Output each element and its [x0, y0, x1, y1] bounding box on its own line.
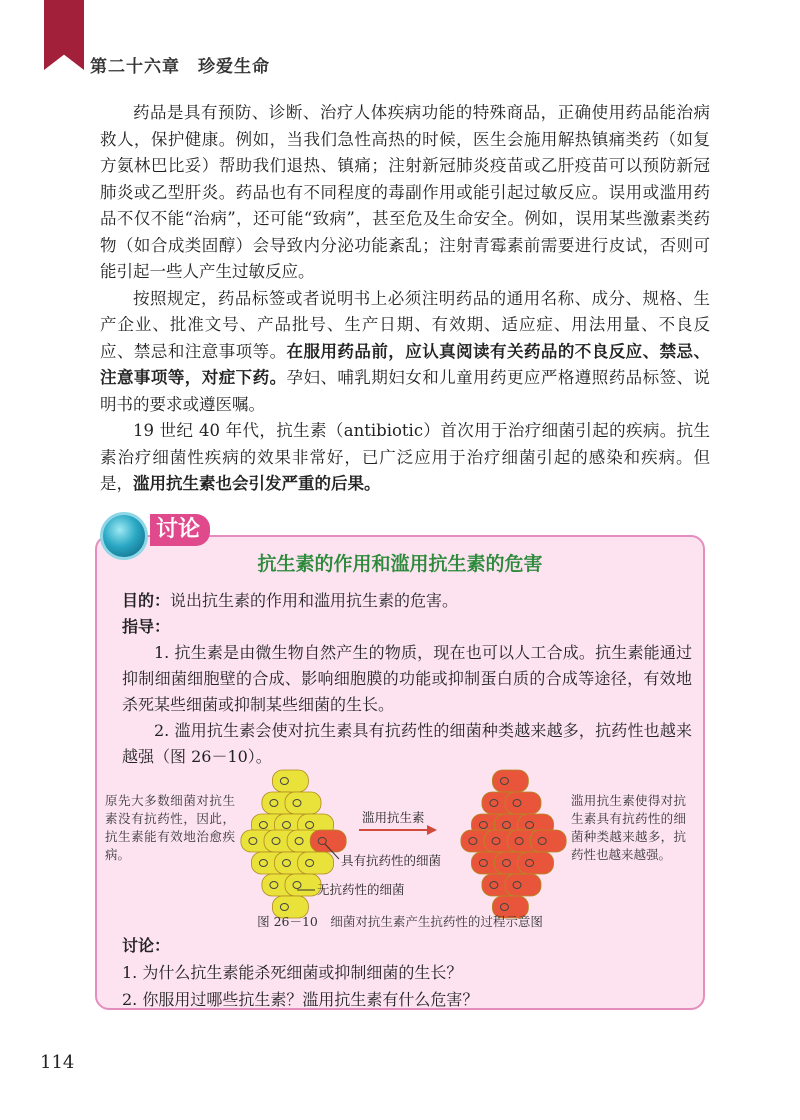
discussion-title: 抗生素的作用和滥用抗生素的危害	[257, 553, 543, 575]
figure-left-description: 原先大多数细菌对抗生素没有抗药性，因此，抗生素能有效地治愈疾病。	[105, 793, 235, 862]
paragraph-2-bold: 在服用药品前，应认真阅读有关药品的不良反应、禁忌、注意事项等，对症下药。	[100, 341, 711, 387]
figure-right-description: 滥用抗生素使得对抗生素具有抗药性的细菌种类越来越多，抗药性也越来越强。	[571, 793, 686, 862]
nonresistant-cell	[272, 770, 308, 792]
page-number: 114	[40, 1052, 75, 1073]
discussion-guide	[122, 588, 692, 770]
paragraph-2	[100, 286, 710, 419]
nonresistant-cell	[285, 874, 321, 896]
paragraph-1: 药品是具有预防、诊断、治疗人体疾病功能的特殊商品，正确使用药品能治病救人，保护健康。例如，当我们急性高热的时候，医生会施用解热镇痛类药（如复方氨林巴比妥）帮助我们退热、镇痛；注射新冠肺炎疫苗或乙肝疫苗可以预防新冠肺炎或乙型肝炎。药品也有不同程度的毒副作用或能引起过敏反应。误用或滥用药品不仅不能“治病”，还可能“致病”，甚至危及生命安全。例如，误用某些激素类药物（如合成类固醇）会导致内分泌功能紊乱；注射青霉素前需要进行皮试，否则可能引起一些人产生过敏反应。	[100, 103, 710, 281]
nonresistant-cell	[285, 792, 321, 814]
resistant-label: 具有抗药性的细菌	[341, 853, 442, 868]
chapter-bookmark	[44, 0, 84, 70]
purpose-line	[122, 588, 692, 614]
arrow-head-icon	[427, 825, 437, 835]
purpose-text: 说出抗生素的作用和滥用抗生素的危害。	[170, 591, 459, 610]
guide-item-2: 2. 滥用抗生素会使对抗生素具有抗药性的细菌种类越来越多，抗药性也越来越强（图 26－10）。	[122, 721, 692, 766]
bacteria-figure	[97, 762, 703, 932]
resistant-cell	[530, 830, 566, 852]
nonresistant-cell	[298, 852, 334, 874]
questions-label: 讨论：	[122, 936, 171, 955]
purpose-label: 目的：	[122, 591, 171, 610]
resistant-cell	[492, 770, 528, 792]
resistant-cell	[505, 874, 541, 896]
paragraph-2-text-b: 孕妇、哺乳期妇女和儿童用药更应严格遵照药品标签、说明书的要求或遵医嘱。	[100, 368, 711, 414]
question-1: 1. 为什么抗生素能杀死细菌或抑制细菌的生长？	[122, 963, 463, 982]
resistant-cell	[310, 830, 346, 852]
paragraph-3	[100, 418, 710, 498]
resistant-cell	[518, 852, 554, 874]
chapter-title: 第二十六章 珍爱生命	[90, 57, 270, 77]
paragraph-3-bold: 滥用抗生素也会引发严重的后果。	[133, 474, 381, 493]
guide-label: 指导：	[122, 617, 171, 636]
resistant-cell-group	[461, 770, 566, 918]
discussion-questions	[122, 932, 692, 1013]
paragraph-2-text-a: 按照规定，药品标签或者说明书上必须注明药品的通用名称、成分、规格、生产企业、批准文号、产品批号、生产日期、有效期、适应症、用法用量、不良反应、禁忌和注意事项等。	[100, 288, 710, 361]
question-2: 2. 你服用过哪些抗生素？滥用抗生素有什么危害？	[122, 990, 479, 1009]
body-text	[100, 100, 710, 498]
arrow-label: 滥用抗生素	[362, 810, 425, 825]
guide-item-1: 1. 抗生素是由微生物自然产生的物质，现在也可以人工合成。抗生素能通过抑制细菌细胞壁的合成、影响细胞膜的功能或抑制蛋白质的合成等途径，有效地杀死某些细菌或抑制某些细菌的生长。	[122, 643, 692, 714]
figure-caption: 图 26－10 细菌对抗生素产生抗药性的过程示意图	[257, 914, 543, 929]
nonresistant-label: 无抗药性的细菌	[317, 882, 405, 897]
paragraph-3-text-a: 19 世纪 40 年代，抗生素（antibiotic）首次用于治疗细菌引起的疾病。抗生素治疗细菌性疾病的效果非常好，已广泛应用于治疗细菌引起的感染和疾病。但是，	[100, 421, 710, 493]
resistant-cell	[505, 792, 541, 814]
discussion-badge: 讨论	[150, 514, 210, 546]
